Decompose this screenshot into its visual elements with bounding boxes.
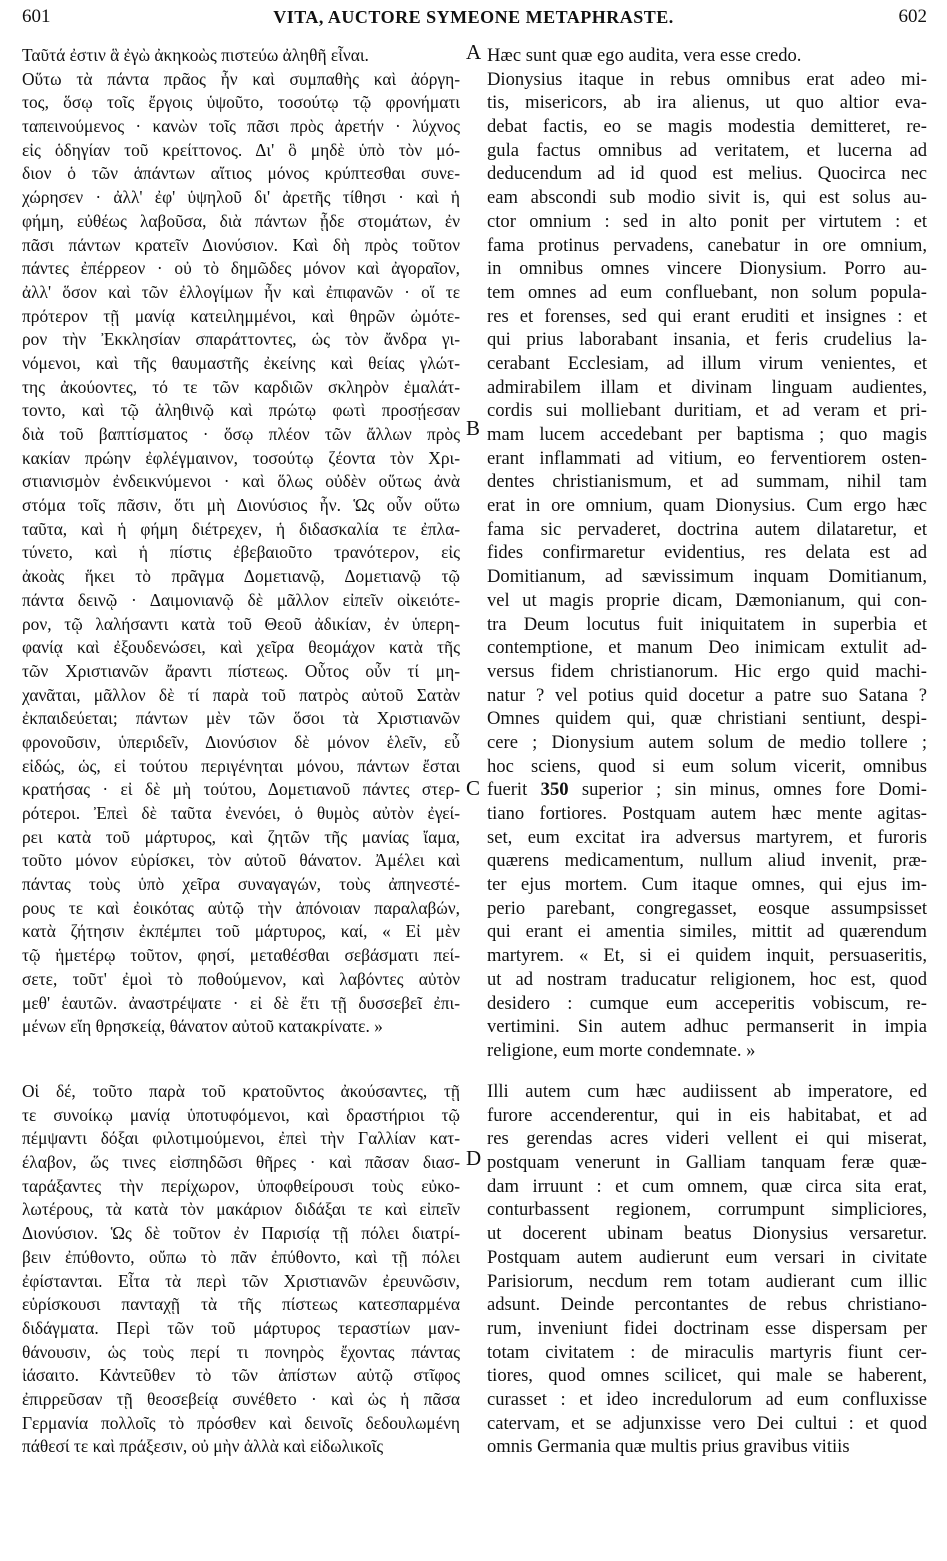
greek-text-line: φήμη, εὐθέως λαβοῦσα, διὰ πάντων ᾖδε στομάτων, ἐν (22, 210, 460, 231)
latin-text-line: tiano fortiores. Postquam autem hæc mente agitas- (487, 803, 927, 824)
greek-text-line: Οὕτω τὰ πάντα πρᾶος ἦν καὶ συμπαθὴς καὶ ἀόργη- (22, 68, 460, 89)
greek-text-line: ταῦτα, καὶ ἡ φήμη διέτρεχεν, ἡ διδασκαλία τε ἐπλα- (22, 518, 460, 539)
greek-text-line: μένων εἴη θρησκείᾳ, θάνατον αὐτοῦ κατακρίνατε. » (22, 1016, 383, 1037)
latin-text-line: erat in ore omnium, quam Dionysius. Cum ergo hæc (487, 495, 927, 517)
greek-text-line: χώρησεν · ἀλλ' ἐφ' ὑψηλοῦ δι' ἀρετῆς τίθησι · καὶ ἡ (22, 187, 460, 208)
latin-text-line: quærens medicamentum, nullum aliud invenit, præ- (487, 850, 927, 872)
greek-text-line: ἰάσαιτο. Κἀντεῦθεν τὸ τῶν ἀπίστων αὐτῷ στῖφος (22, 1365, 460, 1386)
greek-column-top (22, 44, 460, 1039)
greek-text-line: Ταῦτά ἐστιν ἃ ἐγὼ ἀκηκοὼς πιστεύω ἀληθῆ εἶναι. (22, 45, 369, 65)
greek-text-line: ἐκπαιδεύεται; πάντων μὲν τῶν ὅσοι τὰ Χριστιανῶν (22, 708, 460, 729)
greek-text-line: πάντες ἐπέρρεον · οὐ τὸ δημῶδες μόνον καὶ ἀγοραῖον, (22, 258, 460, 279)
latin-text-line: ut ad nostram traducatur religionem, hoc est, quod (487, 968, 927, 990)
greek-text-line: Οἱ δέ, τοῦτο παρὰ τοῦ κρατοῦντος ἀκούσαντες, τῇ (22, 1081, 460, 1101)
latin-text-line: rum, inveniunt fidei doctrinam esse dispersam per (487, 1317, 927, 1339)
greek-text-line: κακίαν πρώην ἐφλέγμαινον, τοσούτῳ ζέοντα τὸν Χρι- (22, 447, 460, 468)
latin-text-line: tem omnes ad eum confluebant, non solum popula- (487, 281, 927, 303)
latin-text-line: martyrem. « Et, si ei quidem inquit, persuaseritis, (487, 945, 927, 967)
greek-text-line: κατὰ ζήτησιν ἐκπέμπει τοῦ μάρτυρος, καί, « Εἰ μὲν (22, 921, 460, 942)
latin-text-line: deducendum ad id quod est melius. Quocirca nec (487, 163, 927, 185)
latin-text-line: set, eum excitat ira adversus martyrem, et furoris (487, 826, 927, 848)
greek-text-line: στιανισμὸν ἐνδεικνύμενοι · καὶ ὅλως οὐδὲν οὕτως ἀνὰ (22, 471, 460, 492)
page-number-right: 602 (898, 6, 927, 27)
latin-text-line: natur ? vel potius quid docetur a patre suo Satana ? (487, 684, 927, 706)
latin-text-line: cere ; Dionysium autem solum de medio tollere ; (487, 731, 927, 753)
greek-text-line: βειν ἐπύθοντο, οὔπω τὸ πᾶν ἐπύθοντο, καὶ τῇ πόλει (22, 1246, 460, 1267)
greek-text-line: φρονοῦσιν, ὑπεριδεῖν, Διονύσιον δὲ μόνον ἑλεῖν, εὖ (22, 731, 460, 752)
greek-text-line: κρατήσας · εἰ δὲ μὴ τούτου, Δομετιανοῦ πάντες στερ- (22, 779, 460, 800)
latin-text-line: dentes christianismum, et ad summam, nihil tam (487, 471, 927, 493)
greek-text-line: εἰδώς, ὡς, εἰ τούτου περιγένηται μόνου, πάντων ἔσται (22, 755, 460, 776)
latin-text-line: tra Deum locutus fuit iniquitatem in superbia et (487, 613, 927, 635)
folio-number: 350 (540, 779, 569, 801)
greek-text-line: πᾶσι πάντων κρατεῖν Διονύσιον. Καὶ δὴ πρὸς τοῦτον (22, 234, 460, 255)
latin-text-line: Hæc sunt quæ ego audita, vera esse credo. (487, 45, 802, 66)
margin-letter-d: D (466, 1146, 482, 1170)
latin-text-line: Dionysius itaque in rebus omnibus erat adeo mi- (487, 68, 927, 90)
greek-text-line: τος, ὅσῳ τοῖς ἔργοις ὑψοῦτο, τοσούτῳ τῷ φρονήματι (22, 92, 460, 113)
latin-text-line: fides confirmaretur evidentius, res delata est ad (487, 542, 927, 564)
latin-text-line: qui erant ei amentia similes, mittit ad quærendum (487, 921, 927, 943)
greek-text-line: τε συνοίκῳ μανίᾳ ὑποτυφόμενοι, καὶ δραστήριοι τῷ (22, 1104, 460, 1125)
greek-text-line: τύνετο, καὶ ἡ πίστις ἐβεβαιοῦτο τρανότερον, εἰς (22, 542, 460, 563)
latin-text-line: curasset : et ideo incredulorum ad eum confluxisse (487, 1388, 927, 1410)
latin-text-line: qui prius laborabant insania, et feris crudelius la- (487, 329, 927, 351)
latin-text-line: dam irruunt : et cum omnem, quæ circa sita erat, (487, 1175, 927, 1197)
margin-letter-b: B (466, 416, 481, 440)
greek-column-bottom (22, 1080, 460, 1459)
page-header (0, 0, 947, 34)
greek-text-line: Γερμανία πολλοῖς τὸ πρόσθεν καὶ δεινοῖς δεδουλωμένη (22, 1412, 460, 1433)
greek-text-line: πάντας τοὺς ὑπὸ χεῖρα συναγαγών, τοὺς ἀπηνεστέ- (22, 874, 460, 895)
latin-text-line: Omnes quidem qui, quæ christiani sentiunt, despi- (487, 708, 927, 730)
greek-text-line: ἀλλ' ὅσον καὶ τῶν ἐλλογίμων ἦν καὶ ἐπιφανῶν · οἵ τε (22, 281, 460, 302)
latin-text-line: debat factis, eo se magis modestia demitteret, re- (487, 116, 927, 138)
latin-text-line: fuerit 350 superior ; sin minus, omnes fore Domi- (487, 779, 927, 801)
greek-text-line: ἀκοὰς ἥκει τὸ πρᾶγμα Δομετιανῷ, Δομετιανῷ τῷ (22, 566, 460, 587)
latin-text-line: adsunt. Deinde percontantes de rebus christiano- (487, 1294, 927, 1316)
greek-text-line: ρει κατὰ τοῦ μάρτυρος, καὶ ζητῶν τῆς μανίας ἴαμα, (22, 826, 460, 847)
latin-column-top (487, 44, 927, 1063)
greek-text-line: διδάγματα. Περὶ τῶν τοῦ μάρτυρος τεραστίων μαν- (22, 1317, 460, 1338)
latin-text-line: eam abscondi sub modio sivit is, qui est solus au- (487, 187, 927, 209)
greek-text-line: ρον, τῷ λαλήσαντι κατὰ τοῦ Θεοῦ ἀδικίαν, ἐν ὑπερη- (22, 613, 460, 634)
greek-text-line: Διονύσιον. Ὡς δὲ τοῦτον ἐν Παρισίᾳ τῇ πόλει διατρί- (22, 1223, 460, 1244)
greek-text-line: ἐπιρρεῦσαν τῇ θεοσεβείᾳ συνέθετο · καὶ ὡς ἡ πᾶσα (22, 1388, 460, 1409)
latin-text-line: omnis Germania quæ multis prius gravibus vitiis (487, 1436, 850, 1458)
greek-text-line: εὑρίσκουσι πανταχῇ τὰ τῆς πίστεως κατεσπαρμένα (22, 1294, 460, 1315)
latin-text-line: gula factus omnibus ad veritatem, et lucerna ad (487, 139, 927, 161)
greek-text-line: ταράξαντες τὴν περίχωρον, ὑποφθείρουσι τοὺς εὐκο- (22, 1175, 460, 1196)
latin-text-line: fama protinus pervadens, canebatur in ore omnium, (487, 234, 927, 256)
greek-text-line: έλαβον, ὥς τινες εἰσπηδῶσι θῆρες · καὶ πᾶσαν διασ- (22, 1152, 460, 1173)
latin-text-line: fama sic pervaderet, doctrina autem dilataretur, et (487, 518, 927, 540)
latin-text-line: desidero : cumque eum acceperitis vobiscum, re- (487, 992, 927, 1014)
running-title: VITA, AUCTORE SYMEONE METAPHRASTE. (273, 7, 674, 27)
margin-letter-c: C (466, 776, 481, 800)
greek-text-line: εἰς ὁδηγίαν τοῦ κρείττονος. Δι' ὃ μηδὲ ὑπὸ τὸν μό- (22, 139, 460, 160)
greek-text-line: θάνουσιν, ὡς τοὺς περί τι πονηρὸς ἔχοντας πάντας (22, 1341, 460, 1362)
greek-text-line: ρότεροι. Ἐπεὶ δὲ ταῦτα ἐνενόει, ὁ θυμὸς αὐτὸν ἐγεί- (22, 803, 460, 823)
margin-letter-a: A (466, 40, 482, 64)
latin-text-line: religione, eum morte condemnate. » (487, 1039, 756, 1061)
page-number-left: 601 (22, 6, 51, 27)
latin-text-line: contemptione, et manum Deo inimicam extulit ad- (487, 637, 927, 659)
latin-text-line: ut docerent ubinam beatus Dionysius versaretur. (487, 1223, 927, 1245)
greek-text-line: σετε, τοῦτ' ἐμοὶ τὸ ποθούμενον, καὶ λαβόντες αὐτὸν (22, 968, 460, 989)
greek-text-line: πάθεσί τε καὶ πράξεσιν, οὐ μὴν ἀλλὰ καὶ εἰδωλικοῖς (22, 1436, 384, 1457)
greek-text-line: τῷ ἡμετέρῳ τοῦτον, φησί, μεταθέσθαι σεβάσματι πεί- (22, 945, 460, 966)
greek-text-line: πέμψαντι δόξαι φιλοτιμούμενοι, ἐπεὶ τὴν Γαλλίαν κατ- (22, 1128, 460, 1149)
greek-text-line: τῶν Χριστιανῶν ἄραντι πίστεως. Οὗτος οὖν τί μη- (22, 660, 460, 681)
greek-text-line: χανᾶται, μᾶλλον δὲ τί παρὰ τοῦ πατρὸς αὐτοῦ Σατὰν (22, 684, 460, 705)
latin-text-line: Domitianum, ad sævissimum inquam Domitianum, (487, 566, 927, 588)
greek-text-line: ἐφίστανται. Εἶτα τὰ περὶ τῶν Χριστιανῶν ἐρευνῶσιν, (22, 1270, 460, 1291)
latin-text-line: perio parebant, congregasset, eosque assumpsisset (487, 897, 927, 919)
latin-text-line: catervam, et se adjunxisse vero Dei cultui : et quod (487, 1412, 927, 1434)
latin-text-line: vertimini. Sin autem adhuc permanserit in impia (487, 1016, 927, 1038)
greek-text-line: μεθ' ἑαυτῶν. ἀναστρέψατε · εἰ δὲ ἔτι τῇ δυσσεβεῖ ἐπι- (22, 992, 460, 1013)
greek-text-line: πάντα δεινῷ · Δαιμονιανῷ δὲ μᾶλλον εἰπεῖν οἰκειότε- (22, 589, 460, 610)
greek-text-line: ρον τὴν Ἐκκλησίαν σπαράττοντες, ὡς τὸν ἄνδρα γι- (22, 329, 460, 350)
greek-text-line: στόμα τοῖς πᾶσιν, ὅτι μὴ Διονύσιος ἦν. Ὡς οὖν οὕτω (22, 495, 460, 516)
latin-text-line: res et forenses, sed qui erant eruditi et insignes : et (487, 305, 927, 327)
latin-text-line: cordis sui molliebant duritiam, et ad veram et pri- (487, 400, 927, 422)
latin-text-line: versus fidem christianorum. Hic ergo quid machi- (487, 660, 927, 682)
latin-text-line: ter ejus mortem. Cum itaque omnes, qui ejus im- (487, 874, 927, 896)
latin-text-line: furore accenderentur, qui in eis habitabat, et ad (487, 1104, 927, 1126)
latin-column-bottom (487, 1080, 927, 1459)
greek-text-line: φανίᾳ καὶ ἐξουδενώσει, καὶ χεῖρα θεομάχον κατὰ τῆς (22, 637, 460, 658)
greek-text-line: ταπεινούμενος · κανὼν τοῖς πᾶσι πρὸς ἀρετήν · λύχνος (22, 116, 460, 137)
latin-text-line: hoc sciens, quod si eum solum vicerit, omnibus (487, 755, 927, 777)
latin-text-line: vel ut magis proprie dicam, Dæmonianum, qui con- (487, 589, 927, 611)
latin-text-line: ctor omnium : sed in alto ponit per virtutem : et (487, 210, 927, 232)
greek-text-line: τοντο, καὶ τῷ ἀληθινῷ καὶ πρώτῳ φωτὶ προσῄεσαν (22, 400, 460, 421)
latin-text-line: Illi autem cum hæc audiissent ab imperatore, ed (487, 1081, 927, 1102)
latin-text-line: totam civitatem : de miraculis martyris fiunt cer- (487, 1341, 927, 1363)
latin-text-line: erant inflammati ad vitium, eo ferventiorem osten- (487, 447, 927, 469)
greek-text-line: νόμενοι, καὶ τῆς θαυμαστῆς ἐκείνης καὶ θείας γλώτ- (22, 352, 460, 373)
latin-text-line: in omnibus omnes vincere Dionysium. Porro au- (487, 258, 927, 280)
latin-text-line: cerabant Ecclesiam, ad illum virum venientes, et (487, 352, 927, 374)
latin-text-line: Parisiorum, necdum rem totam audierant cum illic (487, 1270, 927, 1292)
greek-text-line: πρότερον τῇ μανίᾳ κατειλημμένοι, καὶ θηρῶν ὠμότε- (22, 305, 460, 326)
latin-text-line: mam lucem accedebant per baptisma ; quo magis (487, 424, 927, 445)
latin-text-line: conturbassent regionem, corrumpunt simpliciores, (487, 1199, 927, 1221)
latin-text-line: tis, misericors, ab ira alienus, ut quo altior eva- (487, 92, 927, 114)
latin-text-line: res gerendas acres videri vellent ei qui miserat, (487, 1128, 927, 1150)
latin-text-line: postquam venerunt in Galliam tanquam feræ quæ- (487, 1152, 927, 1174)
latin-text-line: Postquam autem audierunt eum versari in civitate (487, 1246, 927, 1268)
greek-text-line: ρους τε καὶ ἐοικότας αὐτῷ τὴν ἀπόνοιαν παραλαβών, (22, 897, 460, 918)
latin-text-line: tiores, quod omnes scilicet, qui male se haberent, (487, 1365, 927, 1387)
greek-text-line: της ἀκούοντες, τό τε τῶν καρδιῶν σκληρὸν ἐμαλάτ- (22, 376, 460, 397)
greek-text-line: διον ὁ τῶν ἁπάντων αἴτιος μόνος κρύπτεσθαι συνε- (22, 163, 460, 184)
greek-text-line: διὰ τοῦ βαπτίσματος · ὅσῳ πλέον τῶν ἄλλων πρὸς (22, 424, 460, 444)
greek-text-line: τοῦτο μόνον εὑρίσκει, τὸν αὐτοῦ θάνατον. Ἀμέλει καὶ (22, 850, 460, 871)
greek-text-line: λωτέρους, τὰ κατὰ τὸν μακάριον διδάξαι τε καὶ εἰπεῖν (22, 1199, 460, 1220)
latin-text-line: admirabilem illam et divinam linguam audientes, (487, 376, 927, 398)
